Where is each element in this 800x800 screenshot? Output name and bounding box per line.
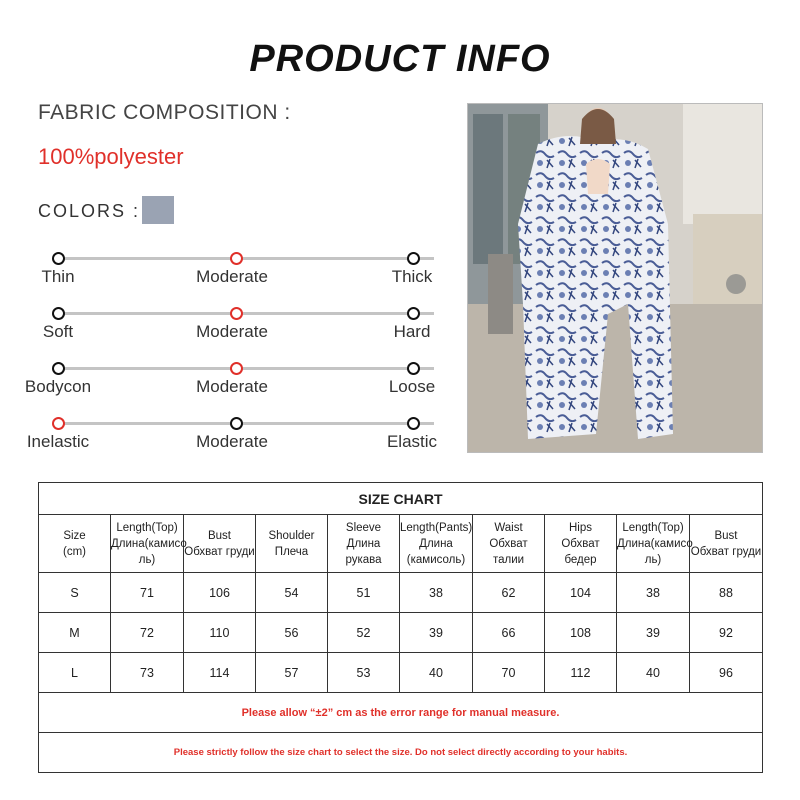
scale-dot-middle-selected <box>230 307 243 320</box>
scale-dot-middle-selected <box>230 252 243 265</box>
fabric-composition-label: FABRIC COMPOSITION : <box>38 101 291 124</box>
column-header-line: (cm) <box>63 545 86 558</box>
measurement-cell: 38 <box>400 573 473 613</box>
scale-label-left: Bodycon <box>24 377 92 396</box>
column-header-line: Длина рукава <box>345 537 382 566</box>
scale-label-right: Thick <box>391 267 433 286</box>
measurement-cell: 73 <box>111 653 184 693</box>
size-selection-note: Please strictly follow the size chart to select the size. Do not select directly according to your habits. <box>39 733 763 773</box>
column-header-line: Bust <box>207 529 231 542</box>
measurement-cell: 38 <box>617 573 690 613</box>
column-header <box>545 515 617 573</box>
column-header-line: Shoulder <box>268 529 315 542</box>
measurement-cell: 108 <box>545 613 617 653</box>
column-header <box>473 515 545 573</box>
measurement-cell: 40 <box>400 653 473 693</box>
measurement-cell: 106 <box>184 573 256 613</box>
column-header-line: Size <box>63 529 86 542</box>
scale-dot-middle-selected <box>230 362 243 375</box>
column-header-line: Length(Top) <box>116 521 178 534</box>
measurement-cell: 62 <box>473 573 545 613</box>
scale-dot-left <box>52 252 65 265</box>
scale-label-right: Elastic <box>386 432 438 451</box>
measurement-cell: 51 <box>328 573 400 613</box>
column-header-line: Waist <box>494 521 523 534</box>
size-cell: L <box>39 653 111 693</box>
fabric-composition-value: 100%polyester <box>38 144 184 169</box>
color-swatch[interactable] <box>142 196 174 224</box>
measurement-cell: 39 <box>400 613 473 653</box>
column-header <box>256 515 328 573</box>
column-header-line: Обхват груди <box>690 545 762 558</box>
column-header <box>400 515 473 573</box>
table-row <box>39 653 763 693</box>
page-title: PRODUCT INFO <box>249 38 551 80</box>
column-header <box>39 515 111 573</box>
column-header-line: Обхват бедер <box>561 537 600 566</box>
scale-label-left: Inelastic <box>26 432 90 451</box>
column-header-line: Плеча <box>274 545 309 558</box>
size-cell: M <box>39 613 111 653</box>
measurement-cell: 39 <box>617 613 690 653</box>
product-photo-illustration <box>468 104 762 452</box>
scale-track <box>58 312 434 315</box>
measurement-cell: 104 <box>545 573 617 613</box>
measurement-cell: 70 <box>473 653 545 693</box>
scale-label-middle: Moderate <box>196 322 268 341</box>
scale-dot-left <box>52 362 65 375</box>
colors-label: COLORS : <box>38 201 141 221</box>
column-header-line: Sleeve <box>345 521 382 534</box>
scale-dot-right <box>407 362 420 375</box>
scale-label-middle: Moderate <box>196 432 268 451</box>
measurement-cell: 88 <box>690 573 763 613</box>
column-header <box>690 515 763 573</box>
scale-label-middle: Moderate <box>196 267 268 286</box>
column-header-line: Обхват талии <box>489 537 528 566</box>
measurement-cell: 72 <box>111 613 184 653</box>
column-header-line: Hips <box>568 521 592 534</box>
measurement-cell: 40 <box>617 653 690 693</box>
scale-dot-right <box>407 252 420 265</box>
table-row <box>39 573 763 613</box>
scale-track <box>58 422 434 425</box>
size-chart-title: SIZE CHART <box>39 483 763 515</box>
column-header-line: Длина(камисо <box>111 537 187 550</box>
measurement-cell: 57 <box>256 653 328 693</box>
measurement-cell: 71 <box>111 573 184 613</box>
column-header <box>184 515 256 573</box>
size-cell: S <box>39 573 111 613</box>
measurement-cell: 112 <box>545 653 617 693</box>
column-header-line: Длина <box>419 537 453 550</box>
scale-inelastic-elastic <box>20 415 460 465</box>
measurement-cell: 54 <box>256 573 328 613</box>
measurement-cell: 53 <box>328 653 400 693</box>
measurement-cell: 56 <box>256 613 328 653</box>
column-header-line: ль) <box>138 553 156 566</box>
column-header <box>617 515 693 573</box>
measurement-cell: 114 <box>184 653 256 693</box>
scale-dot-middle <box>230 417 243 430</box>
scale-dot-right <box>407 417 420 430</box>
column-header-line: Length(Top) <box>622 521 684 534</box>
column-header-line: Обхват груди <box>184 545 255 558</box>
scale-dot-left <box>52 307 65 320</box>
measurement-cell: 52 <box>328 613 400 653</box>
scale-dot-right <box>407 307 420 320</box>
measurement-cell: 66 <box>473 613 545 653</box>
measurement-error-note: Please allow “±2” cm as the error range for manual measure. <box>39 693 763 733</box>
product-photo <box>467 103 763 453</box>
column-header <box>328 515 400 573</box>
table-note-row <box>39 733 763 773</box>
column-header-line: Bust <box>714 529 738 542</box>
measurement-cell: 96 <box>690 653 763 693</box>
scale-track <box>58 367 434 370</box>
measurement-cell: 110 <box>184 613 256 653</box>
scale-dot-left-selected <box>52 417 65 430</box>
column-header <box>111 515 187 573</box>
scale-label-right: Hard <box>393 322 431 341</box>
table-row <box>39 613 763 653</box>
scale-bodycon-loose <box>20 360 460 410</box>
scale-soft-hard <box>20 305 460 355</box>
scale-label-left: Soft <box>42 322 74 341</box>
scale-label-left: Thin <box>41 267 75 286</box>
column-header-line: ль) <box>644 553 662 566</box>
scale-label-middle: Moderate <box>196 377 268 396</box>
column-header-line: (камисоль) <box>406 553 466 566</box>
size-chart-header-row <box>39 515 763 573</box>
scale-track <box>58 257 434 260</box>
measurement-cell: 92 <box>690 613 763 653</box>
scale-thin-thick <box>20 250 460 300</box>
size-chart <box>38 482 763 773</box>
column-header-line: Длина(камисо <box>617 537 693 550</box>
column-header-line: Length(Pants) <box>400 521 473 534</box>
scale-label-right: Loose <box>388 377 436 396</box>
table-note-row <box>39 693 763 733</box>
